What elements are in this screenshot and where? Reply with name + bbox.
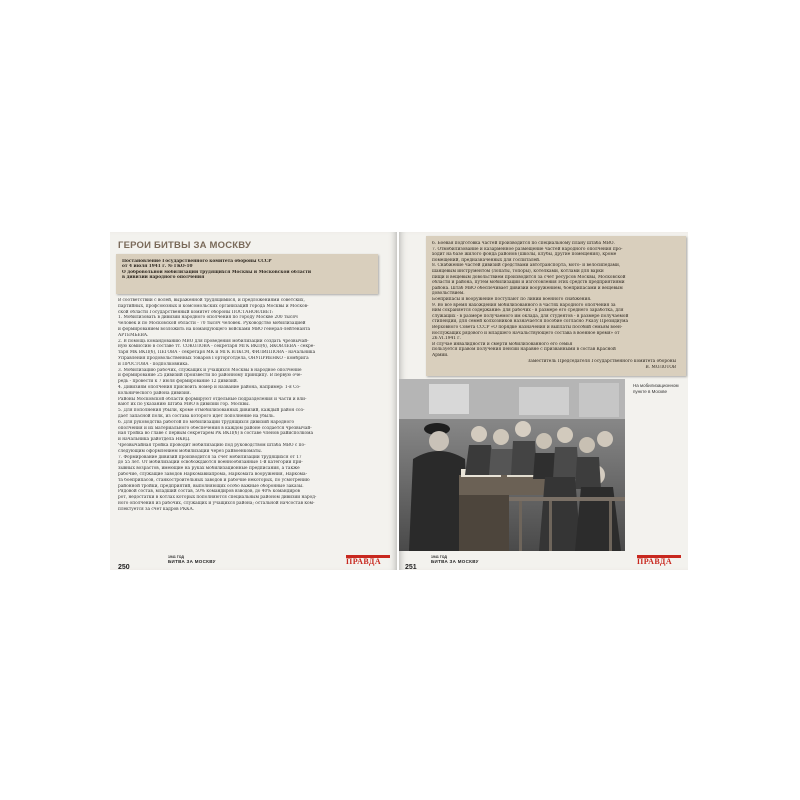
- footer-book-title: БИТВА ЗА МОСКВУ: [431, 559, 479, 564]
- running-footer-right: [431, 555, 479, 564]
- text-line: района. Штаб МВО обеспечивает дивизии вооружением, боеприпасами и вещевым: [432, 285, 623, 291]
- text-line: та боеприпасов, станкостроительных заводов и рабочие некоторых, по усмотрению: [118, 477, 310, 483]
- text-line: 5. Для пополнения убыли, кроме отмобилизованных дивизий, каждый район соз-: [118, 408, 305, 414]
- decree-header-line: от 4 июля 1941 г. № ГКО-10: [122, 264, 193, 270]
- text-line: В случае инвалидности и смерти мобилизованного его семья: [432, 341, 573, 347]
- text-line: ополчения и их материального обеспечения в каждом районе создается чрезвычай-: [118, 425, 312, 431]
- text-line: до 55 лет. От мобилизации освобождаются военнообязанные 1-й категории при-: [118, 460, 303, 466]
- decree-continuation-paper: [426, 236, 686, 376]
- text-line: служащих - в размере получаемого им оклада, для студентов - в размере получаемой: [432, 313, 629, 319]
- pravda-logo: [637, 555, 681, 567]
- text-line: и формированием возложить на командующего войсками МВО генерал-лейтенанта: [118, 326, 311, 332]
- right-page: [399, 232, 688, 570]
- text-line: рот, недостатки в котлах которых пополняются специальным районом дивизии народ-: [118, 495, 317, 501]
- text-line: следующим оформлением мобилизации через райвоенкоматы.: [118, 448, 263, 454]
- text-line: 6. Боевая подготовка частей производится по специальному плану штаба МВО.: [432, 241, 615, 246]
- text-line: шанцевым инструментом (лопаты, топоры), котелками, котлами для варки: [432, 268, 604, 274]
- text-line: Районы Московской области формируют отдельные подразделения и части и вли-: [118, 396, 307, 402]
- decree-body-text: [118, 298, 386, 512]
- text-line: нослужащих рядового и младшего начальствующего состава в военное время» от: [432, 330, 620, 336]
- text-line: ного ополчения из рабочих, служащих и учащихся района; остальной начсостав ком-: [118, 500, 315, 506]
- text-line: 7. Формирование дивизий производится за счет мобилизации трудящихся от 17: [118, 454, 302, 460]
- decree-header-line: в дивизии народного ополчения: [122, 274, 205, 280]
- decree-header-paper: [116, 254, 378, 294]
- text-line: Управления продовольственных товаров Горторготдела, ОНУПРИЕНКО - комбрига: [118, 355, 309, 361]
- text-line: пищи и вещевым довольствием производится за счет ресурсов Москвы, Московской: [432, 274, 626, 280]
- text-line: зывных возрастов, имеющие на руках мобилизационные предписания, а также: [118, 466, 300, 472]
- decree-header-line: Постановление Государственного комитета обороны СССР: [122, 259, 272, 264]
- text-line: АРТЕМЬЕВА.: [118, 332, 149, 338]
- text-line: Рядовой состав, младший состав, 50% командиров взводов, до 40% командиров: [118, 489, 300, 495]
- text-line: рабочие, служащие заводов Наркомавиапрома, Наркомата вооружения, Наркома-: [118, 471, 308, 477]
- text-line: В соответствии с волей, выраженной трудящимися, и предложениями советских,: [118, 298, 305, 303]
- text-line: плектуется за счет кадров РККА.: [118, 506, 195, 512]
- text-line: довольствием.: [432, 291, 465, 297]
- footer-book-title: БИТВА ЗА МОСКВУ: [168, 559, 216, 564]
- text-line: дает запасной полк, из состава которого идет пополнение на убыль.: [118, 413, 275, 419]
- text-line: 2. В помощь командованию МВО для проведения мобилизации создать чрезвычай-: [118, 338, 309, 344]
- text-line: 8. Снабжение частей дивизий средствами автотранспорта, мото- и велосипедами,: [432, 263, 621, 269]
- page-number-right: 251: [405, 564, 417, 571]
- text-line: 4. Дивизиям ополчения присвоить номер и название района, например: 1-я Со-: [118, 384, 301, 390]
- text-line: ная тройка во главе с первым секретарем РК ВКП(б) в составе членов райисполкома: [118, 431, 314, 437]
- text-line: Боеприпасы и вооружение поступают по линии военного снабжения.: [432, 296, 592, 302]
- text-line: вают их по указанию Штаба МВО в дивизии гор. Москвы.: [118, 402, 250, 408]
- text-line: редь - провести к 7 июля формирование 12 дивизий.: [118, 379, 239, 385]
- text-line: 1. Мобилизовать в дивизии народного ополчения по городу Москве 200 тысяч: [118, 315, 298, 321]
- mobilization-photo: [399, 379, 625, 551]
- pravda-logo-text: ПРАВДА: [346, 557, 382, 566]
- text-line: помещений, предназначенных для госпиталей.: [432, 257, 541, 263]
- text-line: 6. Для руководства работой по мобилизации трудящихся дивизий народного: [118, 419, 295, 425]
- text-line: Верховного Совета СССР «О порядке назначения и выплаты пособий семьям воен-: [432, 324, 623, 330]
- text-line: ную комиссию в составе тт. СОКОЛОВА - секретаря МГК ВКП(б), ЯКОВЛЕВА - секре-: [118, 344, 315, 350]
- text-line: районной тройки, предприятий, выполняющих особо важные оборонные заказы.: [118, 483, 304, 489]
- signature-name: В. МОЛОТОВ: [645, 365, 676, 371]
- footer-year: 1941 ГОД: [431, 555, 447, 559]
- book-spread: [110, 232, 688, 570]
- text-line: пользуется правом получения пенсии наравне с призванными в состав Красной: [432, 347, 616, 353]
- page-number-left: 250: [118, 564, 130, 571]
- text-line: 9. Во все время нахождения мобилизованного в частях народного ополчения за: [432, 302, 616, 308]
- footer-year: 1941 ГОД: [168, 555, 184, 559]
- text-line: и формирование 25 дивизий произвести по районному принципу. В первую оче-: [118, 373, 302, 379]
- text-line: кольнического района дивизия.: [118, 390, 191, 396]
- text-line: партийных, профсоюзных и комсомольских организаций города Москвы и Москов-: [118, 303, 309, 309]
- text-line: 7. Отмобилизование и казарменное размещение частей народного ополчения про-: [432, 246, 623, 252]
- text-line: Чрезвычайная тройка проводит мобилизацию под руководством штаба МВО с по-: [118, 442, 306, 448]
- text-line: Армии.: [432, 352, 449, 358]
- text-line: таря МК ВКП(б), ПЕГОВА - секретаря МК и МГК ВЛКСМ, ФИЛИППОВА - начальника: [118, 350, 316, 356]
- text-line: 3. Мобилизацию рабочих, служащих и учащихся Москвы в народное ополчение: [118, 367, 302, 373]
- text-line: человек и по Московской области - 70 тысяч человек. Руководство мобилизацией: [118, 321, 306, 327]
- text-line: области и района, путем мобилизации и изготовления этих средств предприятиями: [432, 280, 625, 286]
- text-line: ходит на базе жилого фонда районов (школы, клубы, другие помещения), кроме: [432, 252, 617, 258]
- text-line: и ПРОСТОВА - подполковника.: [118, 361, 189, 367]
- running-footer-left: [168, 555, 216, 564]
- text-line: 26.VI.1941 г.: [432, 336, 461, 342]
- pravda-logo-text: ПРАВДА: [637, 557, 673, 566]
- text-line: стипендии, для семей колхозников назначается пособие согласно Указу Президиума: [432, 319, 629, 325]
- left-page: [110, 232, 397, 570]
- text-line: ской области Государственный комитет обороны ПОСТАНОВЛЯЕТ:: [118, 309, 274, 315]
- photo-caption: На мобилизационном пункте в Москве: [633, 383, 679, 394]
- decree-header: [116, 254, 378, 280]
- text-line: и начальника райотдела НКВД.: [118, 437, 191, 443]
- decree-header-line: О добровольной мобилизации трудящихся Москвы и Московской области: [122, 269, 312, 275]
- signature-title: Заместитель Председателя Государственного комитета обороны: [527, 359, 676, 365]
- pravda-logo: [346, 555, 390, 567]
- decree-continuation-text: [426, 236, 686, 358]
- text-line: ним сохраняется содержание: для рабочих - в размере его среднего заработка, для: [432, 308, 624, 314]
- section-title: ГЕРОИ БИТВЫ ЗА МОСКВУ: [118, 240, 252, 251]
